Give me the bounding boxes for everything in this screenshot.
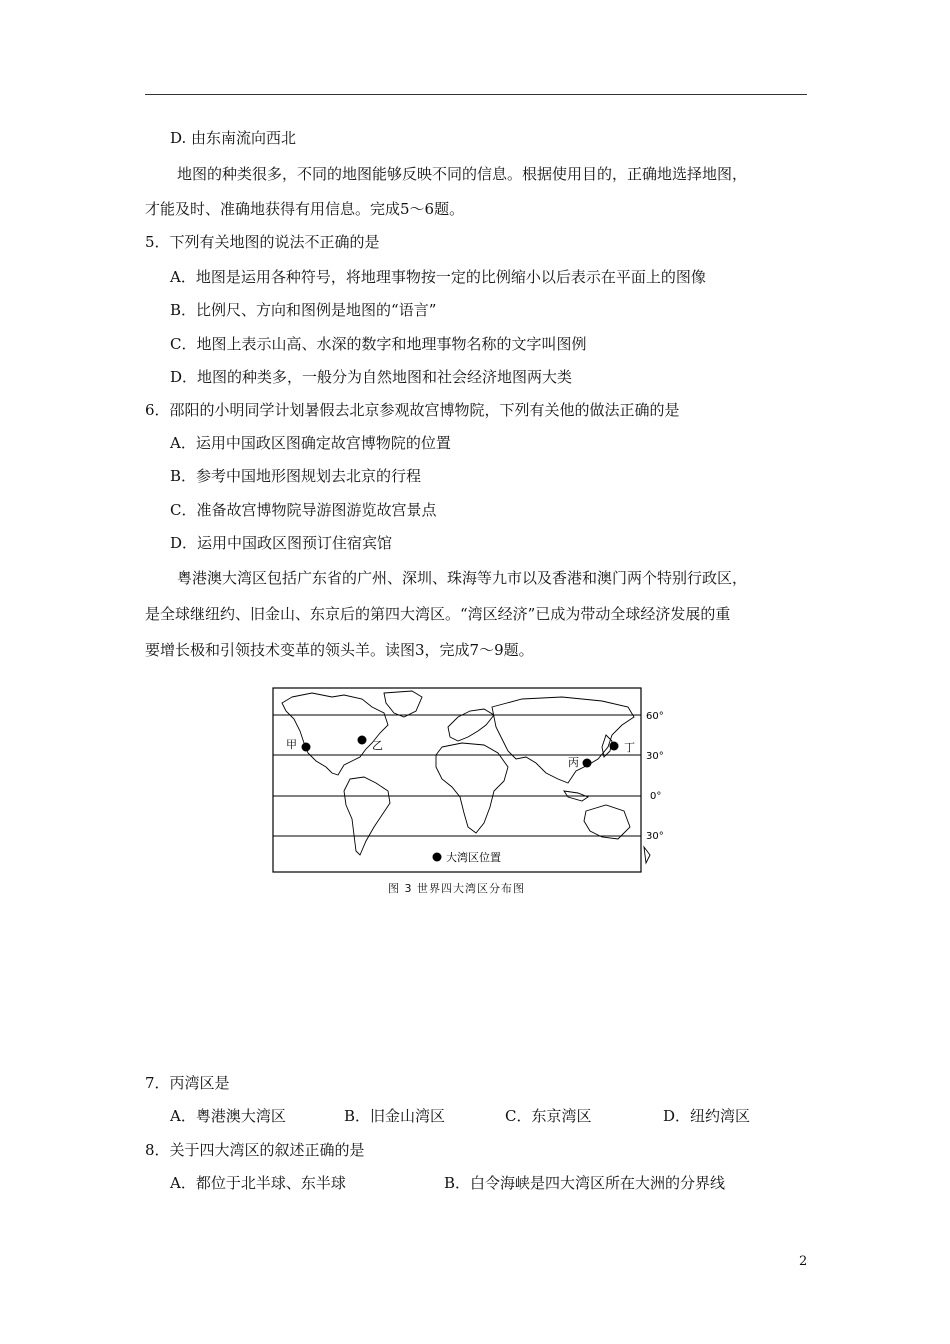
q8-option-a: A．都位于北半球、东半球 xyxy=(170,1174,346,1192)
header-rule xyxy=(145,94,807,95)
q5-stem: 5．下列有关地图的说法不正确的是 xyxy=(145,233,380,251)
new-zealand-outline xyxy=(644,847,650,863)
intro1-line1: 地图的种类很多，不同的地图能够反映不同的信息。根据使用目的，正确地选择地图， xyxy=(177,165,748,183)
q5-option-a: A．地图是运用各种符号，将地理事物按一定的比例缩小以后表示在平面上的图像 xyxy=(170,268,706,286)
intro2-line3: 要增长极和引领技术变革的领头羊。读图3，完成7～9题。 xyxy=(145,641,534,659)
q8-stem: 8．关于四大湾区的叙述正确的是 xyxy=(145,1141,365,1159)
q5-option-c: C．地图上表示山高、水深的数字和地理事物名称的文字叫图例 xyxy=(170,335,587,353)
page-number: 2 xyxy=(799,1254,808,1269)
bay-marker-yi xyxy=(358,736,367,745)
bay-marker-ding xyxy=(610,742,619,751)
q6-stem: 6．邵阳的小明同学计划暑假去北京参观故宫博物院，下列有关他的做法正确的是 xyxy=(145,401,680,419)
legend-marker xyxy=(433,853,442,862)
q7-option-b: B．旧金山湾区 xyxy=(344,1107,446,1125)
lat-label-0: 0° xyxy=(650,791,662,802)
bay-label-yi: 乙 xyxy=(372,739,383,752)
q6-option-b: B．参考中国地形图规划去北京的行程 xyxy=(170,467,422,485)
q6-option-c: C．准备故宫博物院导游图游览故宫景点 xyxy=(170,501,437,519)
q7-option-c: C．东京湾区 xyxy=(505,1107,592,1125)
intro2-line2: 是全球继纽约、旧金山、东京后的第四大湾区。“湾区经济”已成为带动全球经济发展的重 xyxy=(145,605,731,623)
q5-option-d: D．地图的种类多，一般分为自然地图和社会经济地图两大类 xyxy=(170,368,573,386)
world-bay-areas-map xyxy=(272,687,672,873)
lat-label-30n: 30° xyxy=(646,751,664,762)
q7-stem: 7．丙湾区是 xyxy=(145,1074,230,1092)
q4-option-d: D. 由东南流向西北 xyxy=(170,129,297,147)
bay-label-jia: 甲 xyxy=(286,738,297,751)
intro2-line1: 粤港澳大湾区包括广东省的广州、深圳、珠海等九市以及香港和澳门两个特别行政区， xyxy=(177,569,748,587)
legend-label: 大湾区位置 xyxy=(446,851,501,864)
q7-option-d: D．纽约湾区 xyxy=(663,1107,751,1125)
q6-option-d: D．运用中国政区图预订住宿宾馆 xyxy=(170,534,393,552)
q7-option-a: A．粤港澳大湾区 xyxy=(170,1107,286,1125)
figure-caption: 图 3 世界四大湾区分布图 xyxy=(388,882,525,895)
bay-marker-bing xyxy=(583,759,592,768)
q8-option-b: B．白令海峡是四大湾区所在大洲的分界线 xyxy=(444,1174,726,1192)
lat-label-60n: 60° xyxy=(646,711,664,722)
lat-label-30s: 30° xyxy=(646,831,664,842)
intro1-line2: 才能及时、准确地获得有用信息。完成5～6题。 xyxy=(145,200,465,218)
map-frame xyxy=(273,688,641,872)
bay-marker-jia xyxy=(302,743,311,752)
bay-label-bing: 丙 xyxy=(568,756,579,769)
bay-label-ding: 丁 xyxy=(624,741,635,754)
q5-option-b: B．比例尺、方向和图例是地图的“语言” xyxy=(170,301,437,319)
q6-option-a: A．运用中国政区图确定故宫博物院的位置 xyxy=(170,434,451,452)
